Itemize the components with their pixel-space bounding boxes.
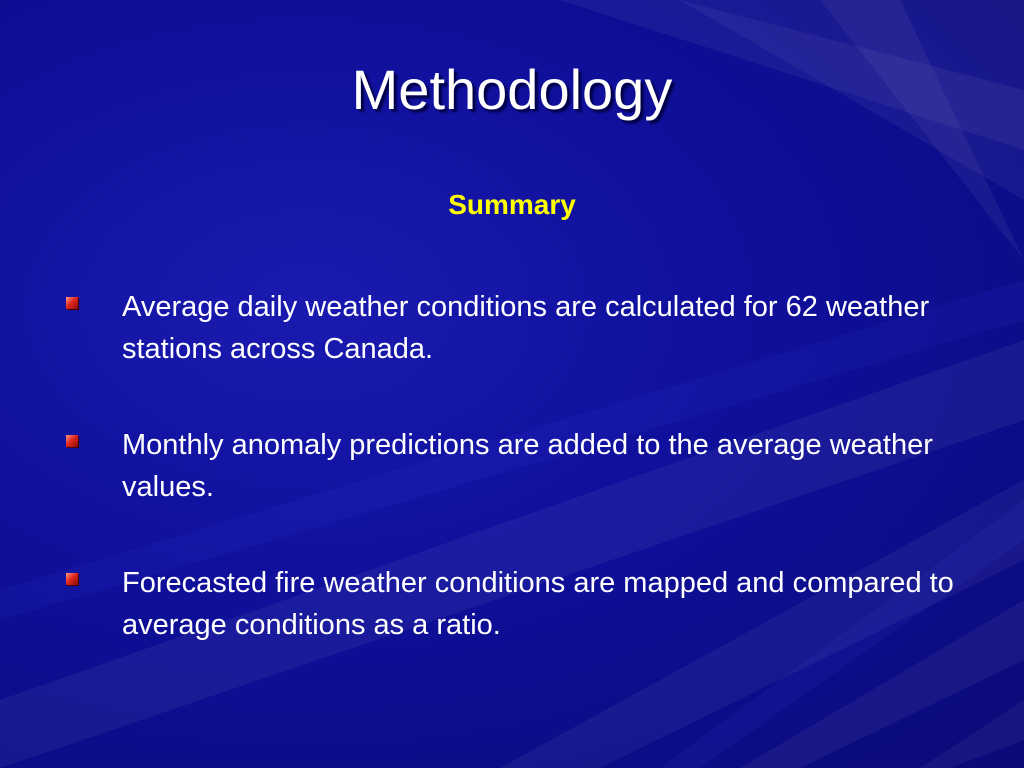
slide-subtitle: Summary (448, 189, 576, 220)
bullet-square-icon (66, 435, 78, 447)
slide-title: Methodology (351, 58, 673, 121)
bullet-text: Forecasted fire weather conditions are mapped and compared to average conditions as a ratio. (122, 567, 954, 641)
bullet-list (60, 286, 960, 700)
bullet-item (60, 424, 960, 508)
bullet-item (60, 562, 960, 646)
bullet-item (60, 286, 960, 370)
bullet-text: Average daily weather conditions are calculated for 62 weather stations across Canada. (122, 291, 930, 365)
bullet-text: Monthly anomaly predictions are added to the average weather values. (122, 429, 933, 503)
bullet-square-icon (66, 573, 78, 585)
bullet-square-icon (66, 297, 78, 309)
